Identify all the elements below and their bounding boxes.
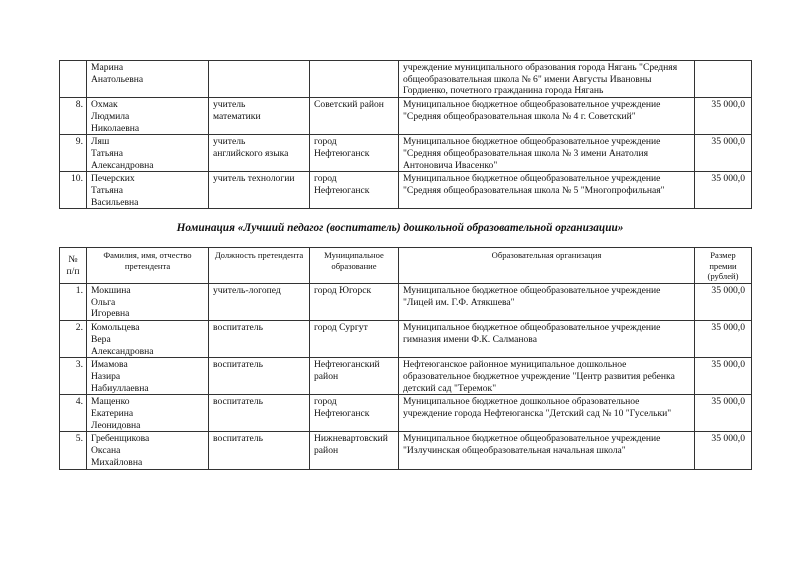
- table-row: [60, 358, 752, 395]
- municipality-line: Советский район: [314, 99, 384, 111]
- nominee-position: [209, 135, 310, 172]
- name-line: Гребенщикова: [91, 433, 150, 445]
- position-line: английского языка: [213, 147, 289, 159]
- municipality-line: город Сургут: [314, 322, 368, 334]
- position-line: воспитатель: [213, 322, 263, 334]
- preschool-nominees-table: [59, 247, 752, 470]
- position-line: учитель: [213, 136, 246, 148]
- municipality-line: город: [314, 136, 337, 148]
- position-line: воспитатель: [213, 359, 263, 371]
- prize-amount: 35 000,0: [695, 395, 752, 432]
- row-number: 5.: [60, 432, 87, 469]
- nominee-municipality: [310, 395, 399, 432]
- nominee-organization: Муниципальное бюджетное общеобразовательное учреждение гимназия имени Ф.К. Салманова: [399, 321, 695, 358]
- name-line: Людмила: [91, 110, 130, 122]
- nominee-name: [87, 135, 209, 172]
- name-line: Мащенко: [91, 396, 130, 408]
- name-line: Татьяна: [91, 185, 124, 197]
- name-line: Николаевна: [91, 122, 140, 134]
- municipality-line: Нефтеюганский: [314, 359, 380, 371]
- prize-amount: 35 000,0: [695, 284, 752, 321]
- nominee-organization: Муниципальное бюджетное общеобразовательное учреждение "Лицей им. Г.Ф. Атякшева": [399, 284, 695, 321]
- municipality-line: район: [314, 445, 339, 457]
- nominee-organization: Муниципальное бюджетное дошкольное образовательное учреждение города Нефтеюганска "Детский сад № 10 "Гусельки": [399, 395, 695, 432]
- nominee-position: [209, 61, 310, 98]
- header-organization: Образовательная организация: [399, 248, 695, 284]
- nominee-name: [87, 432, 209, 469]
- nominee-municipality: [310, 432, 399, 469]
- municipality-line: город Югорск: [314, 285, 372, 296]
- position-line: воспитатель: [213, 396, 263, 408]
- table-row: [60, 61, 752, 98]
- prize-amount: 35 000,0: [695, 98, 752, 135]
- header-municipality: Муниципальное образование: [310, 248, 399, 284]
- municipality-line: Нижневартовский: [314, 433, 388, 445]
- position-line: учитель-логопед: [213, 285, 281, 296]
- nominee-municipality: [310, 98, 399, 135]
- municipality-line: Нефтеюганск: [314, 408, 370, 420]
- prize-amount: 35 000,0: [695, 358, 752, 395]
- municipality-line: Нефтеюганск: [314, 147, 370, 159]
- name-line: Оксана: [91, 445, 121, 457]
- name-line: Назира: [91, 370, 121, 382]
- prize-amount: [695, 61, 752, 98]
- nominee-name: [87, 358, 209, 395]
- row-number: 9.: [60, 135, 87, 172]
- row-number: [60, 61, 87, 98]
- nominee-organization: учреждение муниципального образования города Нягань "Средняя общеобразовательная школа № 6" имени Августы Ивановны Гордиенко, почетного гражданина города Нягань: [399, 61, 695, 98]
- municipality-line: район: [314, 370, 339, 382]
- table-header-row: [60, 248, 752, 284]
- table-row: [60, 172, 752, 209]
- nominee-organization: Муниципальное бюджетное общеобразовательное учреждение "Средняя общеобразовательная школа № 5 "Многопрофильная": [399, 172, 695, 209]
- prize-amount: 35 000,0: [695, 135, 752, 172]
- table-row: [60, 432, 752, 469]
- preschool-nominees-body: [60, 284, 752, 470]
- position-line: воспитатель: [213, 433, 263, 445]
- name-line: Мокшина: [91, 285, 131, 296]
- nominees-table-body: [60, 61, 752, 209]
- nominee-position: [209, 358, 310, 395]
- name-line: Ляш: [91, 136, 110, 148]
- name-line: Анатольевна: [91, 73, 144, 85]
- nominee-name: [87, 321, 209, 358]
- row-number: 3.: [60, 358, 87, 395]
- municipality-line: город: [314, 173, 337, 185]
- name-line: Александровна: [91, 159, 154, 171]
- row-number: 8.: [60, 98, 87, 135]
- nominee-municipality: [310, 358, 399, 395]
- row-number: 4.: [60, 395, 87, 432]
- table-row: [60, 395, 752, 432]
- nomination-heading: Номинация «Лучший педагог (воспитатель) дошкольной образовательной организации»: [176, 222, 624, 234]
- nominee-position: [209, 284, 310, 321]
- nominee-name: [87, 172, 209, 209]
- row-number: 1.: [60, 284, 87, 321]
- table-row: [60, 284, 752, 321]
- nominee-municipality: [310, 135, 399, 172]
- municipality-line: Нефтеюганск: [314, 185, 370, 197]
- nominee-municipality: [310, 61, 399, 98]
- name-line: Имамова: [91, 359, 128, 371]
- name-line: Комольцева: [91, 322, 140, 334]
- name-line: Леонидовна: [91, 419, 141, 431]
- position-line: математики: [213, 110, 261, 122]
- position-line: учитель технологии: [213, 173, 295, 185]
- prize-amount: 35 000,0: [695, 172, 752, 209]
- name-line: Михайловна: [91, 456, 143, 468]
- nominee-name: [87, 61, 209, 98]
- nominee-organization: Муниципальное бюджетное общеобразовательное учреждение "Средняя общеобразовательная школа № 4 г. Советский": [399, 98, 695, 135]
- nominee-position: [209, 395, 310, 432]
- nominee-position: [209, 98, 310, 135]
- nominee-organization: Муниципальное бюджетное общеобразовательное учреждение "Средняя общеобразовательная школа № 3 имени Анатолия Антоновича Ивасенко": [399, 135, 695, 172]
- name-line: Охмак: [91, 99, 118, 111]
- nominee-municipality: [310, 284, 399, 321]
- nominee-name: [87, 98, 209, 135]
- municipality-line: город: [314, 396, 337, 408]
- header-prize: Размер премии (рублей): [695, 248, 752, 284]
- nominee-position: [209, 172, 310, 209]
- nominee-position: [209, 432, 310, 469]
- prize-amount: 35 000,0: [695, 432, 752, 469]
- nominee-municipality: [310, 321, 399, 358]
- nominee-municipality: [310, 172, 399, 209]
- name-line: Игоревна: [91, 308, 130, 320]
- name-line: Вера: [91, 333, 111, 345]
- nominees-table-continued: [59, 60, 752, 209]
- row-number: 2.: [60, 321, 87, 358]
- name-line: Набиуллаевна: [91, 382, 149, 394]
- name-line: Татьяна: [91, 147, 124, 159]
- nominee-organization: Нефтеюганское районное муниципальное дошкольное образовательное бюджетное учреждение "Центр развития ребенка детский сад "Теремок": [399, 358, 695, 395]
- name-line: Екатерина: [91, 408, 134, 420]
- prize-amount: 35 000,0: [695, 321, 752, 358]
- name-line: Печерских: [91, 173, 135, 185]
- position-line: учитель: [213, 99, 246, 111]
- name-line: Марина: [91, 62, 124, 73]
- header-name: Фамилия, имя, отчество претендента: [87, 248, 209, 284]
- header-number: № п/п: [60, 248, 87, 284]
- nominee-organization: Муниципальное бюджетное общеобразовательное учреждение "Излучинская общеобразовательная начальная школа": [399, 432, 695, 469]
- nominee-name: [87, 395, 209, 432]
- table-row: [60, 98, 752, 135]
- name-line: Ольга: [91, 296, 116, 308]
- table-row: [60, 321, 752, 358]
- table-row: [60, 135, 752, 172]
- nominee-position: [209, 321, 310, 358]
- name-line: Александровна: [91, 345, 154, 357]
- nominee-name: [87, 284, 209, 321]
- row-number: 10.: [60, 172, 87, 209]
- name-line: Васильевна: [91, 196, 139, 208]
- header-position: Должность претендента: [209, 248, 310, 284]
